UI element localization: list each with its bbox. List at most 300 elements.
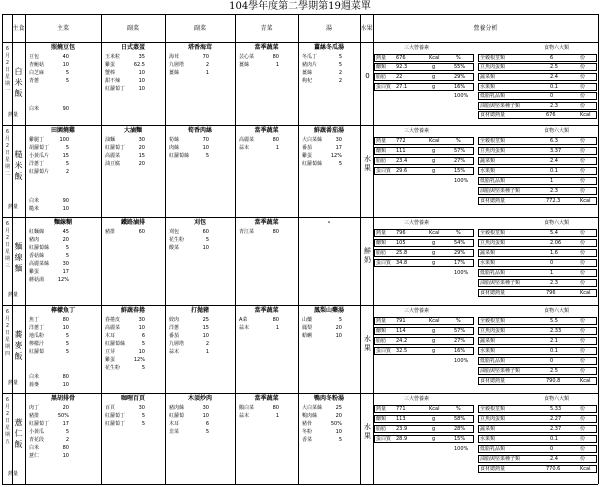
ingredient-name: 絞肉 bbox=[169, 317, 180, 323]
ingredient-row bbox=[29, 428, 69, 436]
ingredient-row bbox=[105, 228, 145, 236]
date-char: 期 bbox=[4, 432, 10, 438]
ingredient-name: 紅蘿蔔丁 bbox=[105, 421, 126, 427]
nutrition-cell: % bbox=[456, 318, 461, 324]
nutrition-cell: % bbox=[456, 138, 461, 144]
nutrition-cell: 全穀根莖類 bbox=[480, 406, 506, 412]
nutrition-block bbox=[374, 219, 599, 303]
group-box bbox=[478, 83, 597, 91]
dish-name: 薑絲冬瓜湯 bbox=[313, 44, 344, 51]
ingredient-row bbox=[29, 420, 69, 428]
ingredient-qty: 5 bbox=[65, 349, 69, 355]
nutrition-cell: 29.6 bbox=[396, 168, 408, 174]
header-0: 主食 bbox=[12, 25, 25, 32]
nutrition-cell: 食材總熱量 bbox=[480, 290, 506, 296]
ingredient-name: 豬肉片 bbox=[302, 62, 318, 68]
nutrition-cell: 脂肪 bbox=[376, 158, 387, 164]
date-char: 6 bbox=[5, 129, 10, 135]
ingredient-row bbox=[29, 252, 69, 260]
nutrition-block bbox=[374, 395, 599, 482]
ingredient-qty: 20 bbox=[62, 237, 69, 243]
staple-char: 蕎 bbox=[14, 330, 23, 339]
ingredient-row bbox=[169, 228, 209, 236]
ingredient-qty: 5 bbox=[65, 253, 69, 259]
ingredient-row bbox=[29, 340, 69, 348]
nutrition-cell: 份 bbox=[580, 73, 586, 80]
ingredient-qty: 17 bbox=[335, 145, 342, 151]
macro-box bbox=[374, 327, 474, 335]
day-staple bbox=[13, 329, 24, 362]
nutrition-cell: 蔬菜類 bbox=[480, 250, 496, 256]
ingredient-row bbox=[105, 69, 145, 77]
row-divider-2 bbox=[2, 217, 598, 218]
ingredient-qty: 10 bbox=[62, 206, 69, 212]
ingredient-qty: 50% bbox=[330, 421, 342, 427]
ingredient-qty: 25 bbox=[335, 405, 342, 411]
nutrition-cell: 份 bbox=[580, 83, 586, 90]
nutrition-cell: 2.3 bbox=[550, 280, 558, 286]
ingredient-qty: 1 bbox=[205, 70, 209, 76]
ingredient-qty: 5 bbox=[65, 70, 69, 76]
ingredient-name: A菜 bbox=[239, 317, 248, 323]
ingredient-name: 鴨肉絲 bbox=[302, 413, 318, 419]
fruit-char: 0 bbox=[365, 72, 370, 80]
nutrition-cell: 27% bbox=[454, 158, 466, 164]
ingredient-qty: 5 bbox=[141, 413, 145, 419]
nutrition-cell: 三大營養素 bbox=[404, 128, 430, 134]
nutrition-cell: 1.6 bbox=[550, 250, 558, 256]
nutrition-cell: 水果類 bbox=[480, 168, 496, 174]
nutrition-cell: g bbox=[432, 148, 436, 154]
nutrition-cell: 5.33 bbox=[550, 406, 562, 412]
day-staple bbox=[13, 417, 24, 450]
vline-5 bbox=[235, 14, 236, 484]
nutrition-cell: 2.37 bbox=[550, 426, 562, 432]
fruit-char: 果 bbox=[364, 344, 371, 352]
ingredient-row bbox=[169, 404, 209, 412]
nutrition-cell: 100% bbox=[454, 358, 469, 364]
nutrition-cell: 2.5 bbox=[550, 64, 558, 71]
ingredient-row bbox=[29, 236, 69, 244]
day-date bbox=[3, 129, 12, 178]
ingredient-name: 豬骨 bbox=[302, 421, 313, 427]
ingredient-name: 薏仁 bbox=[29, 453, 40, 459]
group-box bbox=[478, 289, 597, 297]
ingredient-row bbox=[105, 324, 145, 332]
ingredient-row bbox=[29, 160, 69, 168]
dish-name: 筍香肉絲 bbox=[187, 127, 212, 134]
nutrition-cell: 份 bbox=[580, 102, 586, 109]
staple-row bbox=[29, 197, 69, 205]
nutrition-cell: g bbox=[432, 426, 436, 432]
ingredient-name: 蒜末 bbox=[169, 349, 180, 355]
nutrition-cell: 熱量 bbox=[376, 54, 387, 61]
ingredient-qty: 30 bbox=[138, 405, 145, 411]
ingredient-qty: 20 bbox=[62, 405, 69, 411]
ingredient-name: 青花段 bbox=[29, 437, 45, 443]
nutrition-cell: 全穀根莖類 bbox=[480, 230, 506, 236]
ingredient-row bbox=[302, 420, 342, 428]
header-6: 水果 bbox=[360, 25, 373, 32]
nutrition-cell: 27.1 bbox=[396, 83, 408, 90]
vline-4 bbox=[165, 14, 166, 484]
ingredient-qty: 62.5 bbox=[133, 62, 145, 68]
ingredient-row bbox=[29, 228, 69, 236]
ingredient-name: 肉絲 bbox=[169, 145, 180, 151]
nutrition-cell: 55% bbox=[454, 64, 466, 71]
ingredient-name: 紅蘿蔔丁 bbox=[29, 421, 50, 427]
nutrition-cell: Kcal bbox=[580, 290, 591, 296]
ingredient-row bbox=[105, 61, 145, 69]
dish-name: 刈包 bbox=[193, 219, 206, 226]
group-box bbox=[478, 347, 597, 355]
ingredient-qty: 10 bbox=[138, 349, 145, 355]
nutrition-cell: 份 bbox=[580, 416, 586, 422]
ingredient-qty: 90 bbox=[62, 106, 69, 112]
nutrition-cell: 28% bbox=[454, 426, 466, 432]
dish-name: 塔香海茸 bbox=[187, 44, 212, 51]
group-box bbox=[478, 249, 597, 257]
nutrition-cell: 105 bbox=[396, 240, 406, 246]
nutrition-cell: 份 bbox=[580, 368, 586, 374]
ingredient-row bbox=[302, 412, 342, 420]
dish-name: 當季蔬菜 bbox=[254, 307, 279, 314]
ingredient-name: 紅蘿蔔片 bbox=[29, 169, 50, 175]
macro-box bbox=[374, 157, 474, 165]
nutrition-cell: 份 bbox=[580, 426, 586, 432]
nutrition-cell: 油脂與堅果種子類 bbox=[480, 368, 521, 374]
ingredient-name: 白米 bbox=[29, 198, 40, 204]
nutrition-cell: 蛋白質 bbox=[376, 260, 392, 266]
staple-char: 米 bbox=[14, 78, 23, 87]
nutrition-cell: 0 bbox=[550, 446, 554, 452]
ingredient-qty: 100 bbox=[59, 137, 69, 143]
ingredient-qty: 80 bbox=[272, 229, 279, 235]
nutrition-cell: 2.27 bbox=[550, 416, 562, 422]
header-7: 營養分析 bbox=[473, 25, 498, 32]
date-char: 星 bbox=[4, 74, 10, 80]
ingredient-name: 白芝麻 bbox=[29, 70, 45, 76]
nutrition-cell: Kcal bbox=[429, 230, 440, 236]
ingredient-qty: 15 bbox=[138, 153, 145, 159]
nutrition-cell: 油脂與堅果種子類 bbox=[480, 102, 521, 109]
group-box bbox=[478, 92, 597, 100]
nutrition-row bbox=[374, 307, 597, 315]
ingredient-row bbox=[105, 420, 145, 428]
ingredient-qty: 80 bbox=[272, 317, 279, 323]
macro-box bbox=[374, 405, 474, 413]
staple-char: 薏 bbox=[14, 418, 23, 427]
dish-name: 當季蔬菜 bbox=[254, 395, 279, 402]
date-char: 2 bbox=[5, 143, 10, 149]
ingredient-qty: 5 bbox=[65, 78, 69, 84]
ingredient-name: 紅蘿蔔絲 bbox=[169, 153, 190, 159]
ingredient-name: 檸檬汁 bbox=[29, 341, 45, 347]
page-title: 104學年度第二學期第19週菜單 bbox=[229, 1, 371, 12]
nutrition-cell: 全穀根莖類 bbox=[480, 54, 506, 61]
staple-char: 白 bbox=[14, 67, 23, 76]
ingredient-name: 鳳梨 bbox=[302, 325, 313, 331]
ingredient-qty: 30 bbox=[62, 261, 69, 267]
nutrition-cell: 5.5 bbox=[550, 318, 558, 324]
ingredient-row bbox=[105, 160, 145, 168]
ingredient-qty: 1 bbox=[205, 349, 209, 355]
ingredient-qty: 5 bbox=[65, 161, 69, 167]
macro-box bbox=[374, 147, 474, 155]
staple-row bbox=[29, 381, 69, 389]
ingredient-qty: 50% bbox=[57, 413, 69, 419]
ingredient-row bbox=[169, 420, 209, 428]
macro-box bbox=[374, 137, 474, 145]
nutrition-cell: 份 bbox=[580, 64, 586, 71]
nutrition-cell: 熱量 bbox=[376, 230, 387, 236]
group-box bbox=[478, 177, 597, 185]
group-box bbox=[478, 415, 597, 423]
ingredient-qty: 5 bbox=[141, 421, 145, 427]
vline-7 bbox=[360, 14, 361, 484]
ingredient-name: 豬肉 bbox=[29, 237, 40, 243]
nutrition-cell: 份 bbox=[580, 250, 586, 256]
fruit-char: 水 bbox=[364, 335, 371, 343]
ingredient-row bbox=[29, 144, 69, 152]
ingredient-name: 豬排 bbox=[29, 413, 40, 419]
nutrition-cell: 蛋白質 bbox=[376, 168, 392, 174]
row-divider-0 bbox=[2, 42, 598, 43]
date-char: 月 bbox=[4, 228, 10, 234]
nutrition-cell: g bbox=[432, 260, 436, 266]
ingredient-name: 山藥 bbox=[302, 317, 313, 323]
nutrition-cell: Kcal bbox=[429, 138, 440, 144]
hline-0 bbox=[2, 14, 598, 15]
ingredient-row bbox=[29, 61, 69, 69]
ingredient-name: 雞蛋 bbox=[302, 153, 313, 159]
group-box bbox=[478, 405, 597, 413]
ingredient-name: 肉丁 bbox=[29, 405, 40, 411]
ingredient-qty: 60 bbox=[202, 229, 209, 235]
ingredient-qty: 5 bbox=[205, 429, 209, 435]
nutrition-cell: 15% bbox=[454, 168, 466, 174]
ingredient-row bbox=[302, 160, 342, 168]
ingredient-qty: 10 bbox=[138, 86, 145, 92]
nutrition-cell: g bbox=[432, 250, 436, 256]
nutrition-cell: 2.3 bbox=[550, 102, 558, 109]
ingredient-name: 香菇絲 bbox=[29, 253, 45, 259]
nutrition-cell: 111 bbox=[396, 148, 406, 154]
date-char: 二 bbox=[4, 171, 10, 177]
ingredient-name: 春捲皮 bbox=[105, 317, 121, 323]
ingredient-qty: 10 bbox=[62, 382, 69, 388]
nutrition-cell: 676 bbox=[396, 54, 406, 61]
nutrition-cell: 水果類 bbox=[480, 260, 496, 266]
nutrition-cell: 113 bbox=[396, 416, 406, 422]
nutrition-cell: 水果類 bbox=[480, 83, 496, 90]
nutrition-cell: 食材總熱量 bbox=[480, 198, 506, 204]
group-box bbox=[478, 239, 597, 247]
nutrition-cell: 58% bbox=[454, 416, 466, 422]
dish-name: 鮮蔬番茄湯 bbox=[313, 127, 344, 134]
nutrition-cell: 2.4 bbox=[550, 73, 558, 80]
macro-box bbox=[374, 425, 474, 433]
ingredient-qty: 80 bbox=[62, 317, 69, 323]
nutrition-cell: 796 bbox=[546, 290, 556, 296]
macro-box bbox=[374, 83, 474, 91]
ingredient-name: 九層塔 bbox=[169, 341, 185, 347]
ingredient-qty: 10 bbox=[202, 245, 209, 251]
ingredient-qty: 5 bbox=[338, 161, 342, 167]
nutrition-cell: 熱量 bbox=[376, 318, 387, 324]
ingredient-row bbox=[302, 404, 342, 412]
ingredient-row bbox=[29, 444, 69, 452]
nutrition-cell: 食物六大類 bbox=[544, 308, 570, 314]
nutrition-cell: g bbox=[432, 73, 436, 80]
row-divider-4 bbox=[2, 393, 598, 394]
dish-name: 檸檬魚丁 bbox=[50, 307, 75, 314]
ingredient-row bbox=[105, 85, 145, 93]
dish-name: 鳳梨山藥湯 bbox=[313, 307, 344, 314]
day-cal-label: 熱量 bbox=[7, 204, 18, 210]
nutrition-cell: Kcal bbox=[429, 318, 440, 324]
nutrition-cell: 份 bbox=[580, 338, 586, 344]
ingredient-row bbox=[29, 452, 69, 460]
ingredient-name: 白米 bbox=[29, 445, 40, 451]
nutrition-cell: 22 bbox=[396, 73, 403, 80]
nutrition-cell: % bbox=[456, 54, 461, 61]
nutrition-cell: 豆魚肉蛋類 bbox=[480, 148, 506, 154]
ingredient-name: 洋蔥丁 bbox=[29, 161, 45, 167]
nutrition-cell: 份 bbox=[580, 436, 586, 442]
nutrition-cell: 6 bbox=[550, 54, 554, 61]
header-5: 湯 bbox=[325, 25, 332, 32]
ingredient-qty: 12% bbox=[133, 357, 145, 363]
nutrition-cell: 796 bbox=[396, 230, 406, 236]
ingredient-name: 枸杞 bbox=[302, 78, 313, 84]
nutrition-cell: g bbox=[432, 83, 436, 90]
nutrition-cell: 三大營養素 bbox=[404, 220, 430, 226]
group-box bbox=[478, 229, 597, 237]
group-box bbox=[478, 465, 597, 473]
nutrition-cell: 熱量 bbox=[376, 406, 387, 412]
ingredient-row bbox=[169, 61, 209, 69]
ingredient-qty: 20 bbox=[335, 413, 342, 419]
nutrition-cell: 脂肪 bbox=[376, 338, 387, 344]
ingredient-name: 海茸 bbox=[169, 54, 180, 60]
ingredient-row bbox=[169, 348, 209, 356]
ingredient-qty: 35 bbox=[138, 54, 145, 60]
day-staple bbox=[13, 241, 24, 274]
ingredient-qty: 10 bbox=[202, 413, 209, 419]
dish-name: 木須炒肉 bbox=[187, 395, 212, 402]
group-box bbox=[478, 259, 597, 267]
date-char: 期 bbox=[4, 344, 10, 350]
dish-name: 鮮蔬春捲 bbox=[120, 307, 145, 314]
macro-box bbox=[374, 435, 474, 443]
nutrition-cell: 份 bbox=[580, 188, 586, 194]
staple-row bbox=[29, 205, 69, 213]
nutrition-cell: 低脂乳品類 bbox=[480, 270, 506, 276]
ingredient-qty: 12% bbox=[57, 277, 69, 283]
ingredient-qty: 1 bbox=[275, 145, 279, 151]
date-char: 2 bbox=[5, 411, 10, 417]
ingredient-row bbox=[29, 412, 69, 420]
date-char: 月 bbox=[4, 404, 10, 410]
dish-name: 咖哩百頁 bbox=[120, 395, 145, 402]
group-box bbox=[478, 377, 597, 385]
ingredient-row bbox=[169, 332, 209, 340]
ingredient-name: 蒜末 bbox=[239, 413, 250, 419]
ingredient-name: 蒜末 bbox=[239, 145, 250, 151]
nutrition-cell: 0.1 bbox=[550, 348, 558, 354]
row-divider-1 bbox=[2, 125, 598, 126]
date-char: 6 bbox=[5, 221, 10, 227]
ingredient-row bbox=[105, 332, 145, 340]
ingredient-name: 芸心菜 bbox=[239, 54, 255, 60]
ingredient-row bbox=[29, 244, 69, 252]
nutrition-cell: 2.4 bbox=[550, 158, 558, 164]
nutrition-cell: 114 bbox=[396, 328, 406, 334]
ingredient-row bbox=[105, 77, 145, 85]
group-box bbox=[478, 367, 597, 375]
ingredient-row bbox=[239, 404, 279, 412]
group-box bbox=[478, 269, 597, 277]
ingredient-name: 大白菜絲 bbox=[302, 137, 323, 143]
ingredient-qty: 2 bbox=[338, 70, 342, 76]
nutrition-cell: 醣類 bbox=[376, 148, 387, 154]
nutrition-cell: 食物六大類 bbox=[544, 220, 570, 226]
ingredient-qty: 30 bbox=[202, 405, 209, 411]
ingredient-name: 紅蘿蔔丁 bbox=[105, 145, 126, 151]
ingredient-qty: 5 bbox=[205, 153, 209, 159]
dish-name: 鴨肉冬粉湯 bbox=[313, 395, 344, 402]
ingredient-name: 地瓜粉 bbox=[29, 333, 45, 339]
ingredient-row bbox=[29, 77, 69, 85]
ingredient-qty: 5 bbox=[338, 317, 342, 323]
macro-box bbox=[374, 415, 474, 423]
ingredient-name: 高麗菜 bbox=[105, 325, 121, 331]
staple-char: 飯 bbox=[14, 440, 23, 449]
group-box bbox=[478, 279, 597, 287]
nutrition-cell: 16% bbox=[454, 348, 466, 354]
nutrition-cell: 份 bbox=[580, 328, 586, 334]
nutrition-cell: 三大營養素 bbox=[404, 396, 430, 402]
nutrition-cell: 醣類 bbox=[376, 64, 387, 71]
nutrition-cell: Kcal bbox=[429, 54, 440, 61]
ingredient-row bbox=[105, 348, 145, 356]
nutrition-cell: g bbox=[432, 348, 436, 354]
ingredient-name: 花生粉 bbox=[105, 365, 121, 371]
ingredient-name: 青蔥 bbox=[29, 78, 40, 84]
ingredient-qty: 80 bbox=[272, 54, 279, 60]
ingredient-qty: 5 bbox=[141, 365, 145, 371]
group-box bbox=[478, 435, 597, 443]
nutrition-cell: 豆魚肉蛋類 bbox=[480, 328, 506, 334]
dish-name: 大滷麵 bbox=[123, 127, 142, 134]
macro-box bbox=[374, 54, 474, 62]
date-char: 日 bbox=[4, 150, 10, 156]
ingredient-name: 高麗菜 bbox=[239, 137, 255, 143]
nutrition-cell: 蔬菜類 bbox=[480, 158, 496, 164]
staple-char: 糙 bbox=[14, 150, 23, 159]
dish-name: - bbox=[327, 219, 331, 226]
ingredient-name: 紅麵線 bbox=[29, 229, 45, 235]
nutrition-cell: 食物六大類 bbox=[544, 396, 570, 402]
ingredient-name: 花生粉 bbox=[169, 237, 185, 243]
staple-char: 米 bbox=[14, 161, 23, 170]
ingredient-row bbox=[105, 404, 145, 412]
staple-char: 飯 bbox=[14, 352, 23, 361]
ingredient-qty: 80 bbox=[272, 405, 279, 411]
ingredient-name: 紅蘿蔔絲 bbox=[29, 245, 50, 251]
dish-name: 田園燒雞 bbox=[50, 127, 75, 134]
